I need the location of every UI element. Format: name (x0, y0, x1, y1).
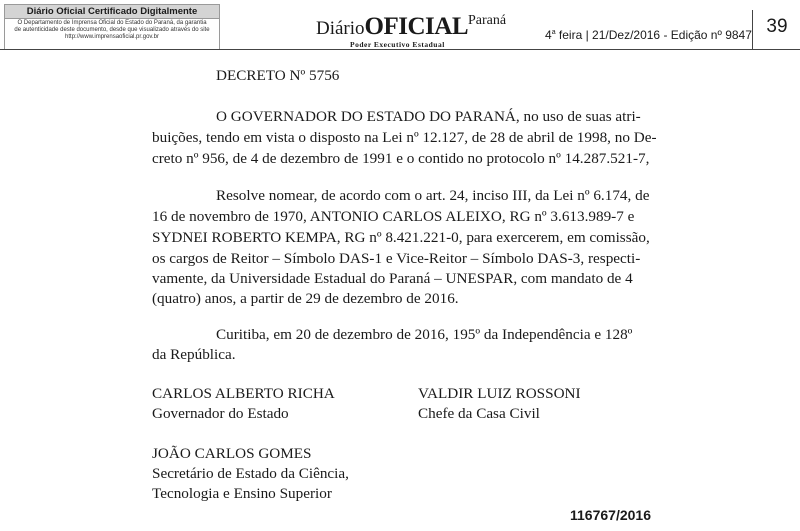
paragraph-line: buições, tendo em vista o disposto na Lei nº 12.127, de 28 de abril de 1998, no De- (152, 129, 657, 146)
issue-info (545, 28, 752, 42)
paragraph-line: vamente, da Universidade Estadual do Paraná – UNESPAR, com mandato de 4 (152, 270, 633, 287)
certificate-text (5, 19, 219, 41)
governor-title: Governador do Estado (152, 405, 289, 422)
paragraph-line: O GOVERNADOR DO ESTADO DO PARANÁ, no uso de suas atri- (216, 108, 641, 125)
reference-number: 116767/2016 (570, 507, 651, 523)
page-number: 39 (752, 10, 800, 50)
paragraph-line: Resolve nomear, de acordo com o art. 24, inciso III, da Lei nº 6.174, de (216, 187, 650, 204)
paragraph-line: creto nº 956, de 4 de dezembro de 1991 e o contido no protocolo nº 14.287.521-7, (152, 150, 650, 167)
issue-date-edition: feira | 21/Dez/2016 - Edição nº 9847 (555, 28, 752, 42)
secretary-name: JOÃO CARLOS GOMES (152, 445, 312, 462)
logo-subtitle: Poder Executivo Estadual (350, 40, 445, 49)
diario-oficial-logo (316, 13, 507, 52)
logo-diario: Diário (316, 18, 365, 39)
paragraph-line: os cargos de Reitor – Símbolo DAS-1 e Vice-Reitor – Símbolo DAS-3, respecti- (152, 250, 641, 267)
chief-of-staff-title: Chefe da Casa Civil (418, 405, 540, 422)
paragraph-line: 16 de novembro de 1970, ANTONIO CARLOS ALEIXO, RG nº 3.613.989-7 e (152, 208, 635, 225)
secretary-title: Secretário de Estado da Ciência, (152, 465, 349, 482)
paragraph-line: da República. (152, 346, 236, 363)
paragraph-line: Curitiba, em 20 de dezembro de 2016, 195º da Independência e 128º (216, 326, 633, 343)
secretary-title: Tecnologia e Ensino Superior (152, 485, 332, 502)
certificate-line: O Departamento de Imprensa Oficial do Estado do Paraná, da garantia (17, 20, 207, 26)
certificate-line: de autenticidade deste documento, desde que visualizado através do site (14, 27, 210, 33)
governor-name: CARLOS ALBERTO RICHA (152, 385, 335, 402)
certificate-url: http://www.imprensaoficial.pr.gov.br (65, 34, 159, 40)
paragraph-line: SYDNEI ROBERTO KEMPA, RG nº 8.421.221-0, para exercerem, em comissão, (152, 229, 650, 246)
logo-parana: Paraná (468, 13, 507, 28)
certificate-title: Diário Oficial Certificado Digitalmente (5, 5, 219, 19)
header-divider (0, 49, 800, 50)
chief-of-staff-name: VALDIR LUIZ ROSSONI (418, 385, 581, 402)
paragraph-line: (quatro) anos, a partir de 29 de dezembro de 2016. (152, 290, 459, 307)
weekday-ordinal: a (551, 29, 556, 36)
decree-title: DECRETO Nº 5756 (216, 67, 340, 84)
logo-oficial: OFICIAL (364, 13, 469, 40)
weekday-number: 4 (545, 28, 552, 42)
digital-certificate-box (4, 4, 220, 50)
